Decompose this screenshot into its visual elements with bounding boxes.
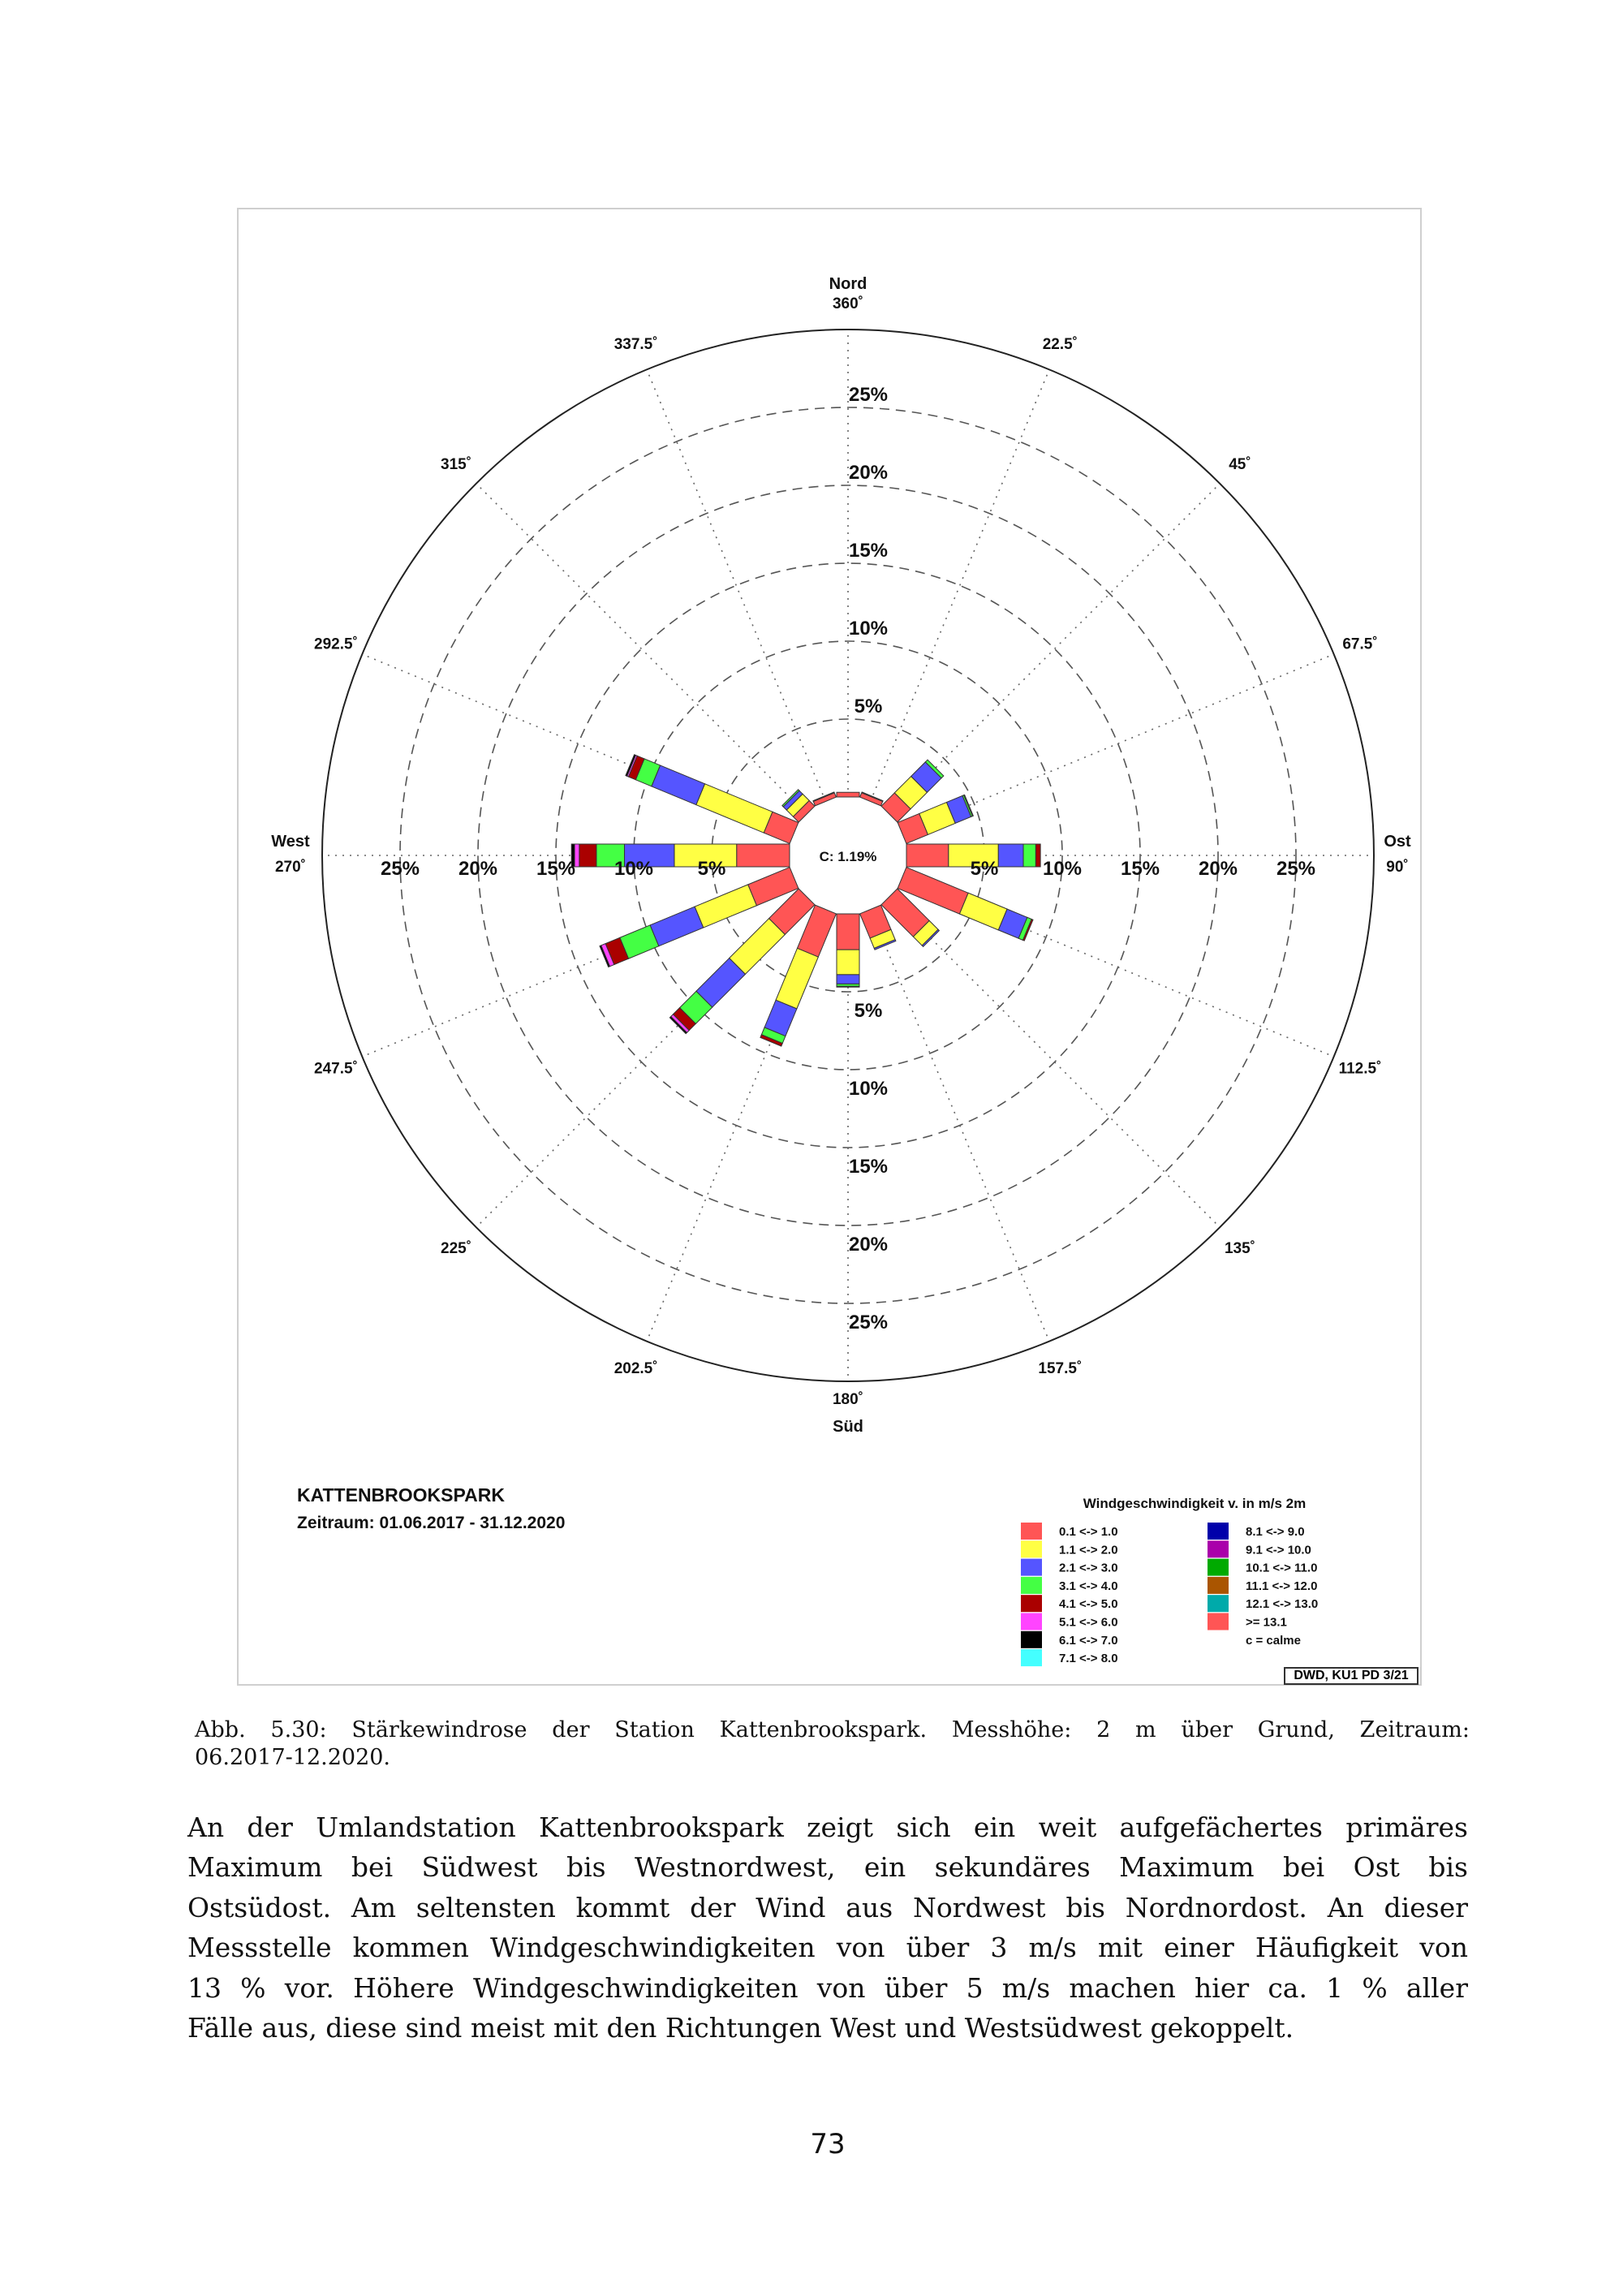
ring-label-west: 5%	[697, 858, 726, 880]
legend-label: 7.1 <-> 8.0	[1059, 1652, 1118, 1666]
bar-segment	[1023, 844, 1035, 867]
direction-label: 135˚	[1224, 1239, 1255, 1257]
legend-swatch	[1208, 1540, 1229, 1557]
legend-swatch	[1021, 1559, 1042, 1576]
body-text-line: 13 % vor. Höhere Windgeschwindigkeiten von über 5 m/s machen hier ca. 1 % aller	[187, 1972, 1468, 2004]
ring-label-north: 25%	[848, 384, 889, 406]
direction-label: 247.5˚	[314, 1060, 358, 1078]
legend-swatch	[1021, 1613, 1042, 1630]
bar-segment	[650, 907, 704, 946]
ring-label-west: 20%	[458, 858, 498, 880]
direction-label: 360˚	[832, 295, 864, 312]
ring-label-south: 5%	[854, 1000, 883, 1022]
legend-swatch	[1021, 1540, 1042, 1557]
ring-label-south: 10%	[848, 1078, 889, 1100]
ring-label-east: 10%	[1042, 858, 1083, 880]
bar-segment	[695, 885, 756, 928]
bar-segment	[906, 844, 949, 867]
ring-label-north: 15%	[848, 540, 889, 562]
bar-segment	[998, 844, 1023, 867]
spoke-22.5	[848, 369, 1049, 855]
bar-segment	[652, 765, 705, 805]
bar-segment	[837, 975, 859, 984]
ring-label-south: 25%	[848, 1312, 889, 1333]
direction-label: 292.5˚	[314, 635, 358, 653]
compass-label-north: Nord	[829, 275, 867, 293]
direction-label: 67.5˚	[1342, 635, 1378, 653]
compass-label-south: Süd	[833, 1418, 863, 1436]
legend-swatch	[1208, 1595, 1229, 1612]
ring-label-west: 15%	[536, 858, 576, 880]
legend-calm-note: c = calme	[1246, 1633, 1301, 1648]
station-name: KATTENBROOKSPARK	[297, 1484, 505, 1506]
direction-label: 45˚	[1229, 456, 1251, 474]
ring-label-east: 25%	[1276, 858, 1316, 880]
legend-swatch	[1208, 1559, 1229, 1576]
direction-label: 337.5˚	[613, 335, 658, 353]
page-number: 73	[810, 2128, 846, 2160]
bar-segment	[959, 893, 1007, 930]
direction-label: 225˚	[441, 1239, 472, 1257]
credit-box: DWD, KU1 PD 3/21	[1284, 1667, 1419, 1685]
ring-label-west: 10%	[613, 858, 654, 880]
bar-segment	[737, 844, 790, 867]
ring-label-north: 5%	[854, 696, 883, 717]
bar-segment	[837, 986, 859, 987]
legend-label: 10.1 <-> 11.0	[1246, 1561, 1318, 1575]
legend-label: 5.1 <-> 6.0	[1059, 1615, 1118, 1630]
bar-segment	[837, 950, 859, 975]
bar-segment	[776, 948, 818, 1009]
legend-swatch	[1021, 1595, 1042, 1612]
ring-label-east: 5%	[970, 858, 999, 880]
bar-segment	[696, 784, 773, 833]
direction-label: 157.5˚	[1038, 1360, 1083, 1378]
body-text-line: Fälle aus, diese sind meist mit den Richtungen West und Westsüdwest gekoppelt.	[187, 2012, 1294, 2044]
bar-segment	[837, 792, 859, 797]
bar-segment	[730, 919, 786, 975]
legend-label: 11.1 <-> 12.0	[1246, 1579, 1318, 1593]
bar-segment	[837, 914, 859, 950]
body-text-line: Ostsüdost. Am seltensten kommt der Wind aus Nordwest bis Nordnordost. An dieser	[187, 1892, 1468, 1923]
direction-label: 270˚	[274, 859, 307, 876]
period-label: Zeitraum: 01.06.2017 - 31.12.2020	[297, 1514, 566, 1532]
legend-title: Windgeschwindigkeit v. in m/s 2m	[1083, 1496, 1307, 1511]
legend-swatch	[1208, 1523, 1229, 1540]
ring-label-south: 20%	[848, 1234, 889, 1256]
direction-label: 112.5˚	[1338, 1060, 1382, 1078]
legend-swatch	[1208, 1613, 1229, 1630]
compass-label-west: West	[271, 833, 310, 851]
direction-label: 180˚	[832, 1391, 864, 1408]
direction-label: 22.5˚	[1042, 335, 1078, 353]
legend-swatch	[1021, 1577, 1042, 1594]
bar-segment	[579, 844, 596, 867]
direction-label: 202.5˚	[613, 1360, 658, 1378]
calm-label: C: 1.19%	[819, 849, 877, 864]
legend-label: 4.1 <-> 5.0	[1059, 1597, 1118, 1612]
figure-caption-line-1: Abb. 5.30: Stärkewindrose der Station Kattenbrookspark. Messhöhe: 2 m über Grund, Zeitraum:	[195, 1717, 1470, 1742]
ring-label-west: 25%	[380, 858, 420, 880]
bar-segment	[1035, 844, 1040, 867]
figure-caption-line-2: 06.2017-12.2020.	[195, 1745, 391, 1770]
legend-label: >= 13.1	[1246, 1615, 1287, 1630]
ring-label-east: 20%	[1198, 858, 1238, 880]
legend-label: 9.1 <-> 10.0	[1246, 1543, 1311, 1557]
ring-label-north: 10%	[848, 618, 889, 640]
compass-label-east: Ost	[1384, 833, 1411, 851]
direction-label: 315˚	[441, 456, 472, 474]
legend-swatch	[1021, 1523, 1042, 1540]
ring-label-south: 15%	[848, 1156, 889, 1178]
ring-label-east: 15%	[1120, 858, 1160, 880]
body-text-line: Messstelle kommen Windgeschwindigkeiten von über 3 m/s mit einer Häufigkeit von	[187, 1932, 1468, 1963]
legend-label: 1.1 <-> 2.0	[1059, 1543, 1118, 1557]
direction-label: 90˚	[1386, 859, 1409, 876]
body-text-line: Maximum bei Südwest bis Westnordwest, ein sekundäres Maximum bei Ost bis	[187, 1851, 1468, 1883]
ring-label-north: 20%	[848, 462, 889, 484]
legend-label: 12.1 <-> 13.0	[1246, 1597, 1319, 1612]
legend-label: 8.1 <-> 9.0	[1246, 1525, 1305, 1539]
legend-label: 6.1 <-> 7.0	[1059, 1633, 1118, 1648]
legend-swatch	[1021, 1631, 1042, 1648]
legend-label: 2.1 <-> 3.0	[1059, 1561, 1118, 1575]
legend-swatch	[1208, 1577, 1229, 1594]
legend-swatch	[1021, 1649, 1042, 1666]
legend-label: 0.1 <-> 1.0	[1059, 1525, 1118, 1539]
legend-label: 3.1 <-> 4.0	[1059, 1579, 1118, 1593]
body-text-line: An der Umlandstation Kattenbrookspark zeigt sich ein weit aufgefächertes primäres	[187, 1811, 1468, 1843]
